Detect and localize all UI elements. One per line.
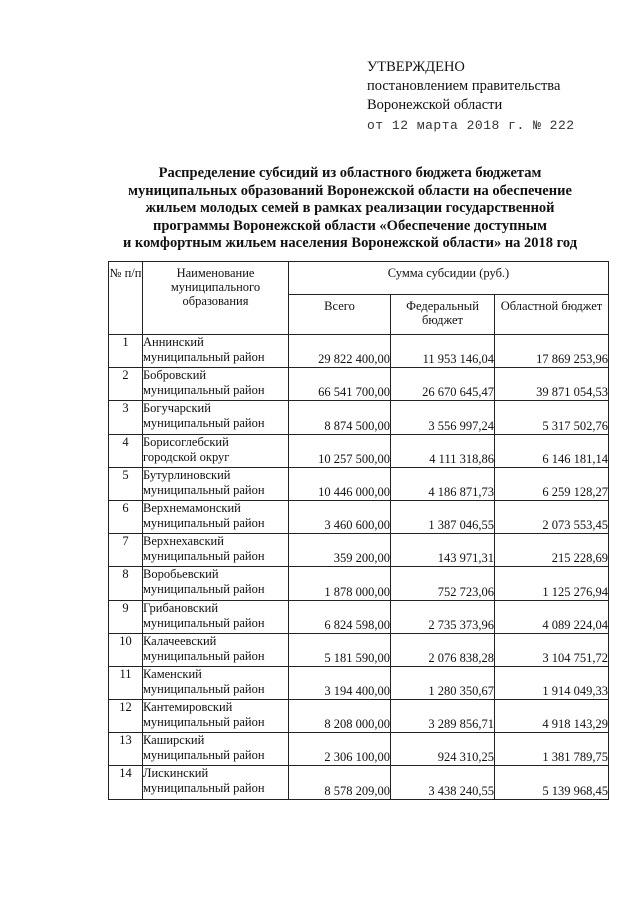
row-federal: 11 953 146,04 xyxy=(391,335,495,368)
approval-block xyxy=(367,58,575,135)
row-municipality xyxy=(143,401,289,434)
table-row xyxy=(109,335,609,368)
municipality-name: Борисоглебский xyxy=(143,434,229,449)
row-federal: 1 280 350,67 xyxy=(391,666,495,699)
row-municipality xyxy=(143,600,289,633)
row-number: 5 xyxy=(109,467,143,500)
table-row xyxy=(109,368,609,401)
row-total: 8 578 209,00 xyxy=(289,766,391,799)
header-number: № п/п xyxy=(109,262,143,335)
row-number: 3 xyxy=(109,401,143,434)
row-total: 10 257 500,00 xyxy=(289,434,391,467)
row-municipality xyxy=(143,633,289,666)
table-row xyxy=(109,467,609,500)
row-regional: 1 125 276,94 xyxy=(495,567,609,600)
row-regional: 6 259 128,27 xyxy=(495,467,609,500)
row-regional: 4 089 224,04 xyxy=(495,600,609,633)
row-federal: 26 670 645,47 xyxy=(391,368,495,401)
row-federal: 143 971,31 xyxy=(391,534,495,567)
row-total: 3 194 400,00 xyxy=(289,666,391,699)
header-total: Всего xyxy=(289,295,391,335)
row-regional: 3 104 751,72 xyxy=(495,633,609,666)
table-row xyxy=(109,500,609,533)
stamp-year-suffix: г. xyxy=(508,118,525,133)
municipality-type: муниципальный район xyxy=(143,549,265,564)
row-federal: 1 387 046,55 xyxy=(391,500,495,533)
stamp-date: 12 марта 2018 xyxy=(391,118,500,133)
row-total: 359 200,00 xyxy=(289,534,391,567)
table-row xyxy=(109,700,609,733)
row-regional: 1 381 789,75 xyxy=(495,733,609,766)
table-row xyxy=(109,600,609,633)
header-sum: Сумма субсидии (руб.) xyxy=(289,262,609,295)
row-federal: 924 310,25 xyxy=(391,733,495,766)
row-total: 66 541 700,00 xyxy=(289,368,391,401)
row-total: 6 824 598,00 xyxy=(289,600,391,633)
municipality-name: Грибановский xyxy=(143,600,219,615)
municipality-type: муниципальный район xyxy=(143,416,265,431)
row-total: 8 208 000,00 xyxy=(289,700,391,733)
municipality-type: муниципальный район xyxy=(143,615,265,630)
row-regional: 39 871 054,53 xyxy=(495,368,609,401)
row-regional: 5 139 968,45 xyxy=(495,766,609,799)
row-number: 6 xyxy=(109,500,143,533)
title-line-4: программы Воронежской области «Обеспечение доступным xyxy=(153,217,547,234)
row-municipality xyxy=(143,434,289,467)
row-total: 3 460 600,00 xyxy=(289,500,391,533)
row-federal: 3 556 997,24 xyxy=(391,401,495,434)
row-number: 1 xyxy=(109,335,143,368)
row-municipality xyxy=(143,567,289,600)
row-federal: 3 438 240,55 xyxy=(391,766,495,799)
approval-line-3: Воронежской области xyxy=(367,97,503,113)
table-row xyxy=(109,401,609,434)
table-row xyxy=(109,534,609,567)
row-federal: 752 723,06 xyxy=(391,567,495,600)
municipality-name: Воробьевский xyxy=(143,567,219,582)
row-number: 13 xyxy=(109,733,143,766)
municipality-type: муниципальный район xyxy=(143,383,265,398)
row-total: 2 306 100,00 xyxy=(289,733,391,766)
approval-date-stamp xyxy=(367,116,575,135)
subsidy-table xyxy=(108,261,609,800)
row-federal: 4 111 318,86 xyxy=(391,434,495,467)
row-municipality xyxy=(143,467,289,500)
table-row xyxy=(109,567,609,600)
row-regional: 5 317 502,76 xyxy=(495,401,609,434)
municipality-name: Лискинский xyxy=(143,766,209,781)
municipality-name: Калачеевский xyxy=(143,633,217,648)
row-number: 2 xyxy=(109,368,143,401)
table-row xyxy=(109,666,609,699)
municipality-type: муниципальный район xyxy=(143,681,265,696)
title-line-3: жильем молодых семей в рамках реализации государственной xyxy=(145,200,555,217)
approval-line-2: постановлением правительства xyxy=(367,78,561,94)
row-municipality xyxy=(143,368,289,401)
municipality-type: муниципальный район xyxy=(143,781,265,796)
row-federal: 4 186 871,73 xyxy=(391,467,495,500)
municipality-name: Каширский xyxy=(143,733,205,748)
document-title xyxy=(100,165,600,253)
row-regional: 17 869 253,96 xyxy=(495,335,609,368)
municipality-type: муниципальный район xyxy=(143,715,265,730)
title-line-1: Распределение субсидий из областного бюджета бюджетам xyxy=(158,165,542,181)
row-federal: 2 735 373,96 xyxy=(391,600,495,633)
row-federal: 2 076 838,28 xyxy=(391,633,495,666)
row-number: 14 xyxy=(109,766,143,799)
row-regional: 4 918 143,29 xyxy=(495,700,609,733)
row-number: 11 xyxy=(109,666,143,699)
municipality-type: муниципальный район xyxy=(143,748,265,763)
title-line-5: и комфортным жильем населения Воронежской области» на 2018 год xyxy=(122,235,578,252)
row-municipality xyxy=(143,534,289,567)
title-line-2: муниципальных образований Воронежской области на обеспечение xyxy=(128,182,572,199)
municipality-name: Кантемировский xyxy=(143,700,233,715)
table-row xyxy=(109,434,609,467)
municipality-type: городской округ xyxy=(143,449,230,464)
table-body xyxy=(109,335,609,800)
row-regional: 2 073 553,45 xyxy=(495,500,609,533)
municipality-name: Верхнемамонский xyxy=(143,500,241,515)
row-municipality xyxy=(143,766,289,799)
row-total: 8 874 500,00 xyxy=(289,401,391,434)
header-name: Наименование муниципального образования xyxy=(143,262,289,335)
row-total: 5 181 590,00 xyxy=(289,633,391,666)
municipality-type: муниципальный район xyxy=(143,350,265,364)
row-regional: 6 146 181,14 xyxy=(495,434,609,467)
municipality-type: муниципальный район xyxy=(143,582,265,597)
municipality-name: Богучарский xyxy=(143,401,211,416)
row-municipality xyxy=(143,500,289,533)
municipality-type: муниципальный район xyxy=(143,482,265,497)
table-row xyxy=(109,633,609,666)
municipality-type: муниципальный район xyxy=(143,648,265,663)
row-municipality xyxy=(143,335,289,368)
row-number: 12 xyxy=(109,700,143,733)
row-number: 7 xyxy=(109,534,143,567)
row-total: 1 878 000,00 xyxy=(289,567,391,600)
municipality-name: Бобровский xyxy=(143,368,207,383)
row-total: 29 822 400,00 xyxy=(289,335,391,368)
header-federal: Федеральный бюджет xyxy=(391,295,495,335)
row-number: 10 xyxy=(109,633,143,666)
row-municipality xyxy=(143,666,289,699)
table-row xyxy=(109,733,609,766)
row-number: 4 xyxy=(109,434,143,467)
row-municipality xyxy=(143,700,289,733)
approval-heading: УТВЕРЖДЕНО xyxy=(367,59,465,75)
row-number: 8 xyxy=(109,567,143,600)
stamp-number: № 222 xyxy=(533,118,575,133)
row-federal: 3 289 856,71 xyxy=(391,700,495,733)
stamp-from: от xyxy=(367,118,384,133)
row-municipality xyxy=(143,733,289,766)
municipality-name: Бутурлиновский xyxy=(143,467,231,482)
municipality-name: Верхнехавский xyxy=(143,534,224,549)
table-row xyxy=(109,766,609,799)
row-regional: 215 228,69 xyxy=(495,534,609,567)
municipality-type: муниципальный район xyxy=(143,515,265,530)
row-number: 9 xyxy=(109,600,143,633)
row-regional: 1 914 049,33 xyxy=(495,666,609,699)
header-regional: Областной бюджет xyxy=(495,295,609,335)
municipality-name: Аннинский xyxy=(143,335,204,349)
row-total: 10 446 000,00 xyxy=(289,467,391,500)
municipality-name: Каменский xyxy=(143,666,202,681)
